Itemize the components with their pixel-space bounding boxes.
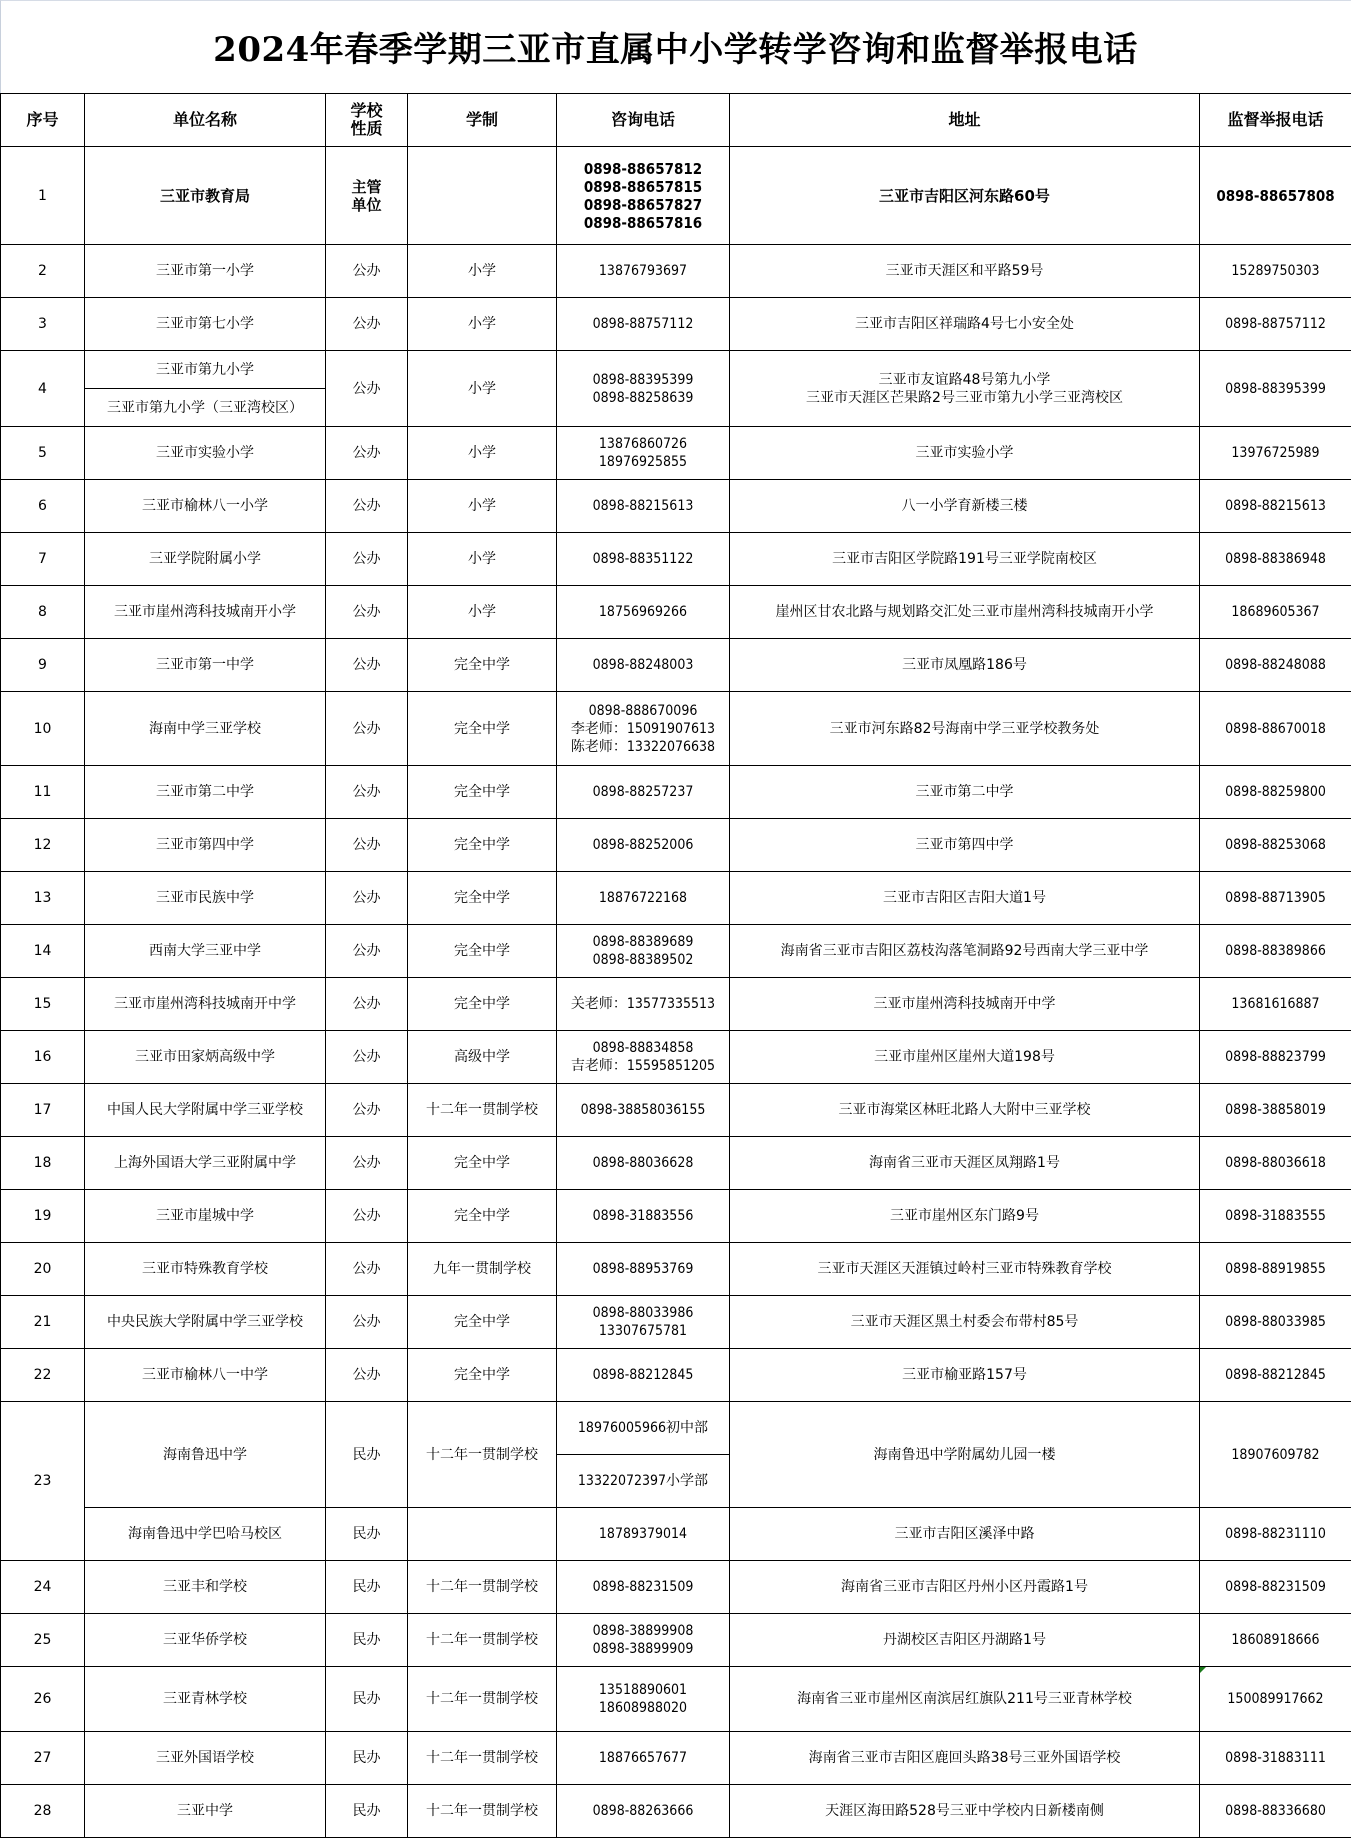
cell-nature: 民办 [326, 1732, 408, 1785]
header-phone: 咨询电话 [557, 94, 730, 147]
cell-system [408, 147, 557, 245]
cell-report: 13976725989 [1200, 427, 1351, 480]
cell-address: 三亚市天涯区黑土村委会布带村85号 [730, 1296, 1200, 1349]
cell-system: 九年一贯制学校 [408, 1243, 557, 1296]
cell-phone: 0898-88757112 [557, 298, 730, 351]
cell-phone: 18789379014 [557, 1508, 730, 1561]
cell-nature: 公办 [326, 1190, 408, 1243]
table-row [1, 1508, 1351, 1561]
cell-report: 18608918666 [1200, 1614, 1351, 1667]
cell-address: 丹湖校区吉阳区丹湖路1号 [730, 1614, 1200, 1667]
table-row [1, 1137, 1351, 1190]
cell-unit: 三亚市第四中学 [85, 819, 326, 872]
cell-address: 三亚市第二中学 [730, 766, 1200, 819]
cell-address: 三亚市榆亚路157号 [730, 1349, 1200, 1402]
cell-system: 完全中学 [408, 639, 557, 692]
cell-address: 三亚市实验小学 [730, 427, 1200, 480]
cell-nature: 公办 [326, 1084, 408, 1137]
cell-index: 27 [1, 1732, 85, 1785]
cell-address: 三亚市吉阳区学院路191号三亚学院南校区 [730, 533, 1200, 586]
cell-address: 三亚市崖州区东门路9号 [730, 1190, 1200, 1243]
header-row [1, 94, 1351, 147]
cell-unit: 三亚市第一中学 [85, 639, 326, 692]
cell-index: 11 [1, 766, 85, 819]
cell-nature: 民办 [326, 1508, 408, 1561]
cell-system: 高级中学 [408, 1031, 557, 1084]
cell-address: 三亚市吉阳区溪泽中路 [730, 1508, 1200, 1561]
cell-index: 5 [1, 427, 85, 480]
cell-index: 19 [1, 1190, 85, 1243]
cell-system: 完全中学 [408, 1349, 557, 1402]
cell-system: 十二年一贯制学校 [408, 1667, 557, 1732]
header-nature: 学校 性质 [326, 94, 408, 147]
cell-nature: 公办 [326, 1243, 408, 1296]
cell-nature: 公办 [326, 925, 408, 978]
cell-report: 0898-88757112 [1200, 298, 1351, 351]
cell-index: 8 [1, 586, 85, 639]
cell-index: 14 [1, 925, 85, 978]
cell-unit: 海南鲁迅中学 [85, 1402, 326, 1508]
cell-index: 2 [1, 245, 85, 298]
cell-address: 三亚市凤凰路186号 [730, 639, 1200, 692]
cell-address: 海南省三亚市天涯区凤翔路1号 [730, 1137, 1200, 1190]
cell-report: 0898-88389866 [1200, 925, 1351, 978]
cell-phone: 18756969266 [557, 586, 730, 639]
cell-phone: 0898-88834858 吉老师：15595851205 [557, 1031, 730, 1084]
table-row [1, 586, 1351, 639]
table-row [1, 925, 1351, 978]
cell-address: 三亚市天涯区天涯镇过岭村三亚市特殊教育学校 [730, 1243, 1200, 1296]
cell-system: 完全中学 [408, 692, 557, 766]
cell-system: 十二年一贯制学校 [408, 1084, 557, 1137]
cell-phone: 0898-88263666 [557, 1785, 730, 1838]
cell-address: 三亚市崖州区崖州大道198号 [730, 1031, 1200, 1084]
table-row [1, 1031, 1351, 1084]
cell-nature: 公办 [326, 978, 408, 1031]
cell-report: 0898-88386948 [1200, 533, 1351, 586]
cell-phone: 0898-88215613 [557, 480, 730, 533]
cell-nature: 公办 [326, 766, 408, 819]
cell-phone: 0898-88257237 [557, 766, 730, 819]
cell-address: 三亚市吉阳区河东路60号 [730, 147, 1200, 245]
cell-index: 28 [1, 1785, 85, 1838]
cell-phone: 18876722168 [557, 872, 730, 925]
cell-unit: 中国人民大学附属中学三亚学校 [85, 1084, 326, 1137]
header-index: 序号 [1, 94, 85, 147]
cell-index: 17 [1, 1084, 85, 1137]
cell-report: 0898-88253068 [1200, 819, 1351, 872]
cell-phone: 0898-88212845 [557, 1349, 730, 1402]
cell-index: 15 [1, 978, 85, 1031]
cell-nature: 公办 [326, 351, 408, 427]
cell-report: 0898-88215613 [1200, 480, 1351, 533]
cell-index: 6 [1, 480, 85, 533]
cell-unit: 三亚市崖州湾科技城南开小学 [85, 586, 326, 639]
cell-phone: 0898-88231509 [557, 1561, 730, 1614]
table-row [1, 872, 1351, 925]
cell-report: 0898-88212845 [1200, 1349, 1351, 1402]
cell-report: 0898-31883111 [1200, 1732, 1351, 1785]
cell-address: 海南省三亚市崖州区南滨居红旗队211号三亚青林学校 [730, 1667, 1200, 1732]
cell-system: 完全中学 [408, 766, 557, 819]
cell-address: 海南省三亚市吉阳区丹州小区丹霞路1号 [730, 1561, 1200, 1614]
cell-phone: 0898-88953769 [557, 1243, 730, 1296]
cell-phone: 0898-88033986 13307675781 [557, 1296, 730, 1349]
cell-phone: 0898-88248003 [557, 639, 730, 692]
cell-index: 22 [1, 1349, 85, 1402]
cell-report: 0898-88670018 [1200, 692, 1351, 766]
table-row [1, 692, 1351, 766]
cell-report: 0898-88657808 [1200, 147, 1351, 245]
cell-unit: 三亚市崖州湾科技城南开中学 [85, 978, 326, 1031]
cell-report: 0898-88033985 [1200, 1296, 1351, 1349]
table-row [1, 1614, 1351, 1667]
table-row [1, 1402, 1351, 1455]
cell-nature: 公办 [326, 298, 408, 351]
cell-report: 150089917662 [1200, 1667, 1351, 1732]
table-row [1, 1667, 1351, 1732]
cell-phone: 13876793697 [557, 245, 730, 298]
cell-unit: 三亚市榆林八一中学 [85, 1349, 326, 1402]
table-row [1, 298, 1351, 351]
cell-report: 13681616887 [1200, 978, 1351, 1031]
cell-unit: 三亚市第七小学 [85, 298, 326, 351]
cell-system: 十二年一贯制学校 [408, 1614, 557, 1667]
cell-unit: 三亚市第九小学 [85, 351, 326, 389]
cell-report: 0898-38858019 [1200, 1084, 1351, 1137]
header-unit: 单位名称 [85, 94, 326, 147]
cell-phone: 0898-88036628 [557, 1137, 730, 1190]
cell-system: 小学 [408, 351, 557, 427]
cell-address: 三亚市海棠区林旺北路人大附中三亚学校 [730, 1084, 1200, 1137]
cell-phone: 13322072397小学部 [557, 1455, 730, 1508]
cell-unit: 上海外国语大学三亚附属中学 [85, 1137, 326, 1190]
cell-system: 小学 [408, 480, 557, 533]
cell-system: 完全中学 [408, 925, 557, 978]
cell-unit: 三亚市第二中学 [85, 766, 326, 819]
cell-system: 小学 [408, 586, 557, 639]
cell-report: 0898-88336680 [1200, 1785, 1351, 1838]
cell-phone: 0898-888670096 李老师：15091907613 陈老师：13322076638 [557, 692, 730, 766]
cell-unit: 三亚市实验小学 [85, 427, 326, 480]
cell-report: 15289750303 [1200, 245, 1351, 298]
cell-unit: 海南中学三亚学校 [85, 692, 326, 766]
cell-nature: 公办 [326, 480, 408, 533]
table-row [1, 1296, 1351, 1349]
cell-unit: 三亚市教育局 [85, 147, 326, 245]
cell-nature: 公办 [326, 1296, 408, 1349]
cell-nature: 民办 [326, 1614, 408, 1667]
cell-system: 完全中学 [408, 872, 557, 925]
cell-nature: 民办 [326, 1561, 408, 1614]
cell-unit: 三亚华侨学校 [85, 1614, 326, 1667]
cell-system [408, 1508, 557, 1561]
table-row [1, 1732, 1351, 1785]
cell-nature: 公办 [326, 819, 408, 872]
cell-nature: 公办 [326, 1137, 408, 1190]
cell-phone: 0898-88252006 [557, 819, 730, 872]
cell-system: 小学 [408, 533, 557, 586]
cell-report: 0898-88231509 [1200, 1561, 1351, 1614]
cell-phone: 0898-38899908 0898-38899909 [557, 1614, 730, 1667]
cell-phone: 0898-88395399 0898-88258639 [557, 351, 730, 427]
cell-nature: 公办 [326, 639, 408, 692]
cell-index: 18 [1, 1137, 85, 1190]
cell-index: 24 [1, 1561, 85, 1614]
cell-system: 完全中学 [408, 978, 557, 1031]
cell-address: 海南鲁迅中学附属幼儿园一楼 [730, 1402, 1200, 1508]
cell-phone: 0898-88657812 0898-88657815 0898-88657827 0898-88657816 [557, 147, 730, 245]
cell-report: 0898-88259800 [1200, 766, 1351, 819]
cell-system: 完全中学 [408, 1296, 557, 1349]
cell-unit: 三亚市田家炳高级中学 [85, 1031, 326, 1084]
cell-address: 海南省三亚市吉阳区荔枝沟落笔洞路92号西南大学三亚中学 [730, 925, 1200, 978]
cell-nature: 公办 [326, 872, 408, 925]
cell-index: 25 [1, 1614, 85, 1667]
table-row [1, 978, 1351, 1031]
cell-unit: 三亚外国语学校 [85, 1732, 326, 1785]
cell-system: 十二年一贯制学校 [408, 1785, 557, 1838]
cell-system: 完全中学 [408, 1190, 557, 1243]
table-row [1, 533, 1351, 586]
cell-unit: 三亚市特殊教育学校 [85, 1243, 326, 1296]
cell-address: 天涯区海田路528号三亚中学校内日新楼南侧 [730, 1785, 1200, 1838]
cell-address: 三亚市崖州湾科技城南开中学 [730, 978, 1200, 1031]
cell-nature: 公办 [326, 1031, 408, 1084]
cell-nature: 民办 [326, 1785, 408, 1838]
cell-report: 18907609782 [1200, 1402, 1351, 1508]
cell-system: 完全中学 [408, 819, 557, 872]
table-row [1, 147, 1351, 245]
cell-unit: 三亚市民族中学 [85, 872, 326, 925]
cell-report: 0898-88919855 [1200, 1243, 1351, 1296]
cell-index: 13 [1, 872, 85, 925]
header-system: 学制 [408, 94, 557, 147]
page-title: 2024年春季学期三亚市直属中小学转学咨询和监督举报电话 [0, 0, 1351, 93]
cell-address: 八一小学育新楼三楼 [730, 480, 1200, 533]
table-row [1, 1785, 1351, 1838]
contact-table [0, 93, 1351, 1838]
table-row [1, 351, 1351, 389]
cell-system: 小学 [408, 245, 557, 298]
cell-nature: 主管 单位 [326, 147, 408, 245]
cell-system: 小学 [408, 298, 557, 351]
cell-system: 小学 [408, 427, 557, 480]
table-row [1, 766, 1351, 819]
cell-unit: 西南大学三亚中学 [85, 925, 326, 978]
table-row [1, 1084, 1351, 1137]
cell-report: 0898-88231110 [1200, 1508, 1351, 1561]
cell-unit: 海南鲁迅中学巴哈马校区 [85, 1508, 326, 1561]
cell-unit: 三亚市崖城中学 [85, 1190, 326, 1243]
cell-report: 0898-88823799 [1200, 1031, 1351, 1084]
cell-address: 三亚市河东路82号海南中学三亚学校教务处 [730, 692, 1200, 766]
header-address: 地址 [730, 94, 1200, 147]
cell-unit: 中央民族大学附属中学三亚学校 [85, 1296, 326, 1349]
cell-address: 三亚市友谊路48号第九小学 三亚市天涯区芒果路2号三亚市第九小学三亚湾校区 [730, 351, 1200, 427]
cell-address: 三亚市吉阳区祥瑞路4号七小安全处 [730, 298, 1200, 351]
cell-phone: 13518890601 18608988020 [557, 1667, 730, 1732]
cell-index: 7 [1, 533, 85, 586]
cell-phone: 13876860726 18976925855 [557, 427, 730, 480]
cell-unit: 三亚市榆林八一小学 [85, 480, 326, 533]
cell-report: 0898-88248088 [1200, 639, 1351, 692]
table-row [1, 1561, 1351, 1614]
header-report: 监督举报电话 [1200, 94, 1351, 147]
cell-system: 十二年一贯制学校 [408, 1732, 557, 1785]
cell-unit: 三亚青林学校 [85, 1667, 326, 1732]
cell-unit: 三亚市第九小学（三亚湾校区） [85, 389, 326, 427]
cell-index: 4 [1, 351, 85, 427]
cell-index: 3 [1, 298, 85, 351]
cell-report: 18689605367 [1200, 586, 1351, 639]
cell-nature: 公办 [326, 1349, 408, 1402]
cell-address: 三亚市天涯区和平路59号 [730, 245, 1200, 298]
cell-nature: 公办 [326, 586, 408, 639]
table-row [1, 1349, 1351, 1402]
table-row [1, 427, 1351, 480]
cell-report: 0898-31883555 [1200, 1190, 1351, 1243]
cell-report: 0898-88036618 [1200, 1137, 1351, 1190]
cell-index: 12 [1, 819, 85, 872]
cell-phone: 0898-88351122 [557, 533, 730, 586]
cell-address: 崖州区甘农北路与规划路交汇处三亚市崖州湾科技城南开小学 [730, 586, 1200, 639]
cell-report: 0898-88713905 [1200, 872, 1351, 925]
table-row [1, 639, 1351, 692]
table-row [1, 819, 1351, 872]
cell-index: 23 [1, 1402, 85, 1561]
cell-address: 三亚市吉阳区吉阳大道1号 [730, 872, 1200, 925]
cell-nature: 民办 [326, 1402, 408, 1508]
cell-report: 0898-88395399 [1200, 351, 1351, 427]
cell-phone: 18976005966初中部 [557, 1402, 730, 1455]
cell-nature: 公办 [326, 427, 408, 480]
cell-address: 三亚市第四中学 [730, 819, 1200, 872]
cell-phone: 0898-31883556 [557, 1190, 730, 1243]
cell-index: 16 [1, 1031, 85, 1084]
cell-unit: 三亚市第一小学 [85, 245, 326, 298]
cell-index: 21 [1, 1296, 85, 1349]
table-row [1, 1243, 1351, 1296]
cell-index: 10 [1, 692, 85, 766]
cell-system: 十二年一贯制学校 [408, 1402, 557, 1508]
cell-nature: 民办 [326, 1667, 408, 1732]
cell-system: 十二年一贯制学校 [408, 1561, 557, 1614]
cell-unit: 三亚丰和学校 [85, 1561, 326, 1614]
table-row [1, 1190, 1351, 1243]
table-row [1, 480, 1351, 533]
cell-nature: 公办 [326, 245, 408, 298]
cell-phone: 关老师：13577335513 [557, 978, 730, 1031]
cell-phone: 18876657677 [557, 1732, 730, 1785]
cell-phone: 0898-38858036155 [557, 1084, 730, 1137]
cell-index: 20 [1, 1243, 85, 1296]
cell-unit: 三亚中学 [85, 1785, 326, 1838]
cell-nature: 公办 [326, 692, 408, 766]
cell-index: 1 [1, 147, 85, 245]
cell-phone: 0898-88389689 0898-88389502 [557, 925, 730, 978]
comment-marker-icon [1200, 1667, 1206, 1673]
cell-index: 26 [1, 1667, 85, 1732]
cell-system: 完全中学 [408, 1137, 557, 1190]
cell-unit: 三亚学院附属小学 [85, 533, 326, 586]
cell-address: 海南省三亚市吉阳区鹿回头路38号三亚外国语学校 [730, 1732, 1200, 1785]
cell-index: 9 [1, 639, 85, 692]
table-row [1, 245, 1351, 298]
cell-nature: 公办 [326, 533, 408, 586]
